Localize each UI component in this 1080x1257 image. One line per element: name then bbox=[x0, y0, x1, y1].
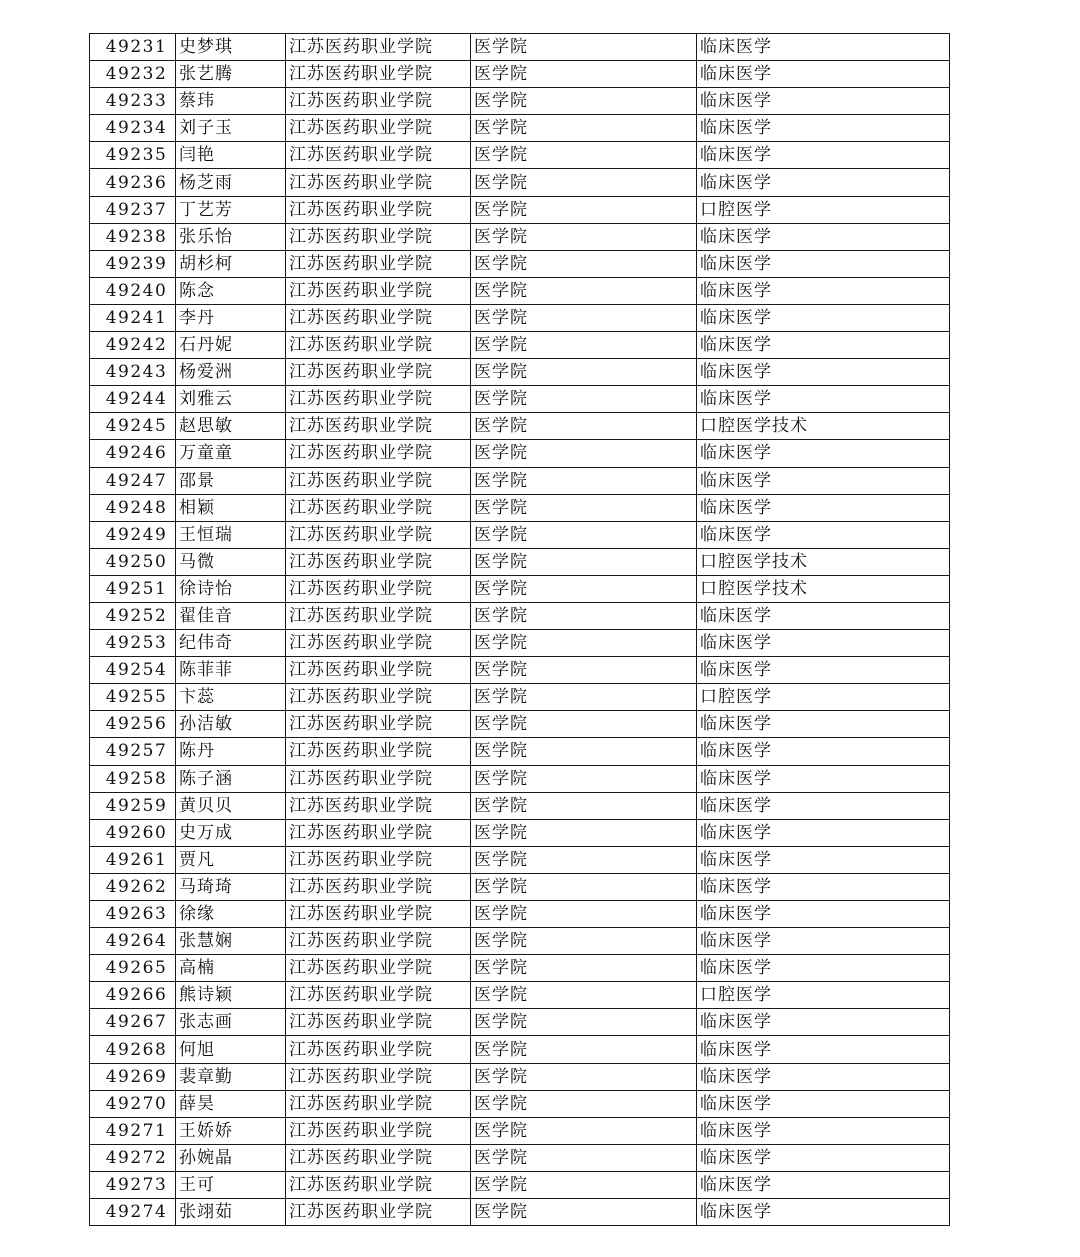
major-cell: 临床医学 bbox=[697, 88, 950, 115]
name-cell: 纪伟奇 bbox=[176, 630, 286, 657]
school-cell: 江苏医药职业学院 bbox=[286, 467, 471, 494]
major-cell: 临床医学 bbox=[697, 873, 950, 900]
table-row bbox=[90, 928, 950, 955]
id-cell: 49272 bbox=[90, 1144, 176, 1171]
id-cell: 49234 bbox=[90, 115, 176, 142]
name-cell: 张慧娴 bbox=[176, 928, 286, 955]
school-cell: 江苏医药职业学院 bbox=[286, 955, 471, 982]
id-cell: 49262 bbox=[90, 873, 176, 900]
major-cell: 临床医学 bbox=[697, 846, 950, 873]
school-cell: 江苏医药职业学院 bbox=[286, 873, 471, 900]
major-cell: 临床医学 bbox=[697, 765, 950, 792]
major-cell: 临床医学 bbox=[697, 332, 950, 359]
major-cell: 口腔医学技术 bbox=[697, 413, 950, 440]
name-cell: 熊诗颖 bbox=[176, 982, 286, 1009]
department-cell: 医学院 bbox=[471, 61, 697, 88]
name-cell: 高楠 bbox=[176, 955, 286, 982]
major-cell: 口腔医学技术 bbox=[697, 548, 950, 575]
roster-table-body bbox=[90, 34, 950, 1226]
school-cell: 江苏医药职业学院 bbox=[286, 846, 471, 873]
department-cell: 医学院 bbox=[471, 630, 697, 657]
school-cell: 江苏医药职业学院 bbox=[286, 169, 471, 196]
table-row bbox=[90, 277, 950, 304]
major-cell: 口腔医学 bbox=[697, 684, 950, 711]
school-cell: 江苏医药职业学院 bbox=[286, 792, 471, 819]
table-row bbox=[90, 1036, 950, 1063]
table-row bbox=[90, 359, 950, 386]
id-cell: 49261 bbox=[90, 846, 176, 873]
table-row bbox=[90, 386, 950, 413]
department-cell: 医学院 bbox=[471, 738, 697, 765]
department-cell: 医学院 bbox=[471, 657, 697, 684]
major-cell: 临床医学 bbox=[697, 1171, 950, 1198]
major-cell: 临床医学 bbox=[697, 61, 950, 88]
table-row bbox=[90, 792, 950, 819]
school-cell: 江苏医药职业学院 bbox=[286, 494, 471, 521]
major-cell: 临床医学 bbox=[697, 792, 950, 819]
name-cell: 邵景 bbox=[176, 467, 286, 494]
id-cell: 49233 bbox=[90, 88, 176, 115]
id-cell: 49242 bbox=[90, 332, 176, 359]
school-cell: 江苏医药职业学院 bbox=[286, 250, 471, 277]
major-cell: 临床医学 bbox=[697, 223, 950, 250]
name-cell: 王娇娇 bbox=[176, 1117, 286, 1144]
table-row bbox=[90, 901, 950, 928]
name-cell: 陈丹 bbox=[176, 738, 286, 765]
major-cell: 临床医学 bbox=[697, 386, 950, 413]
school-cell: 江苏医药职业学院 bbox=[286, 738, 471, 765]
table-row bbox=[90, 494, 950, 521]
name-cell: 王恒瑞 bbox=[176, 521, 286, 548]
id-cell: 49267 bbox=[90, 1009, 176, 1036]
major-cell: 临床医学 bbox=[697, 1036, 950, 1063]
table-row bbox=[90, 873, 950, 900]
id-cell: 49253 bbox=[90, 630, 176, 657]
department-cell: 医学院 bbox=[471, 1009, 697, 1036]
id-cell: 49257 bbox=[90, 738, 176, 765]
id-cell: 49254 bbox=[90, 657, 176, 684]
table-row bbox=[90, 332, 950, 359]
table-row bbox=[90, 1063, 950, 1090]
name-cell: 杨芝雨 bbox=[176, 169, 286, 196]
major-cell: 临床医学 bbox=[697, 467, 950, 494]
table-row bbox=[90, 1199, 950, 1226]
major-cell: 临床医学 bbox=[697, 602, 950, 629]
major-cell: 临床医学 bbox=[697, 34, 950, 61]
school-cell: 江苏医药职业学院 bbox=[286, 413, 471, 440]
name-cell: 相颖 bbox=[176, 494, 286, 521]
major-cell: 临床医学 bbox=[697, 169, 950, 196]
department-cell: 医学院 bbox=[471, 819, 697, 846]
name-cell: 史梦琪 bbox=[176, 34, 286, 61]
table-row bbox=[90, 34, 950, 61]
table-row bbox=[90, 413, 950, 440]
major-cell: 临床医学 bbox=[697, 1063, 950, 1090]
id-cell: 49231 bbox=[90, 34, 176, 61]
id-cell: 49239 bbox=[90, 250, 176, 277]
school-cell: 江苏医药职业学院 bbox=[286, 928, 471, 955]
name-cell: 赵思敏 bbox=[176, 413, 286, 440]
school-cell: 江苏医药职业学院 bbox=[286, 548, 471, 575]
school-cell: 江苏医药职业学院 bbox=[286, 630, 471, 657]
school-cell: 江苏医药职业学院 bbox=[286, 196, 471, 223]
major-cell: 临床医学 bbox=[697, 1090, 950, 1117]
school-cell: 江苏医药职业学院 bbox=[286, 819, 471, 846]
department-cell: 医学院 bbox=[471, 1144, 697, 1171]
id-cell: 49260 bbox=[90, 819, 176, 846]
school-cell: 江苏医药职业学院 bbox=[286, 1063, 471, 1090]
department-cell: 医学院 bbox=[471, 467, 697, 494]
table-row bbox=[90, 250, 950, 277]
department-cell: 医学院 bbox=[471, 846, 697, 873]
table-row bbox=[90, 142, 950, 169]
major-cell: 临床医学 bbox=[697, 738, 950, 765]
id-cell: 49235 bbox=[90, 142, 176, 169]
table-row bbox=[90, 955, 950, 982]
major-cell: 临床医学 bbox=[697, 1144, 950, 1171]
id-cell: 49251 bbox=[90, 575, 176, 602]
school-cell: 江苏医药职业学院 bbox=[286, 34, 471, 61]
name-cell: 孙婉晶 bbox=[176, 1144, 286, 1171]
id-cell: 49258 bbox=[90, 765, 176, 792]
major-cell: 临床医学 bbox=[697, 250, 950, 277]
table-row bbox=[90, 61, 950, 88]
department-cell: 医学院 bbox=[471, 277, 697, 304]
department-cell: 医学院 bbox=[471, 1171, 697, 1198]
id-cell: 49255 bbox=[90, 684, 176, 711]
name-cell: 裴章勤 bbox=[176, 1063, 286, 1090]
name-cell: 丁艺芳 bbox=[176, 196, 286, 223]
department-cell: 医学院 bbox=[471, 792, 697, 819]
name-cell: 闫艳 bbox=[176, 142, 286, 169]
major-cell: 临床医学 bbox=[697, 657, 950, 684]
id-cell: 49265 bbox=[90, 955, 176, 982]
table-row bbox=[90, 196, 950, 223]
name-cell: 陈子涵 bbox=[176, 765, 286, 792]
id-cell: 49241 bbox=[90, 304, 176, 331]
table-row bbox=[90, 575, 950, 602]
table-row bbox=[90, 1117, 950, 1144]
name-cell: 黄贝贝 bbox=[176, 792, 286, 819]
name-cell: 张乐怡 bbox=[176, 223, 286, 250]
roster-sheet bbox=[89, 33, 949, 1226]
department-cell: 医学院 bbox=[471, 711, 697, 738]
school-cell: 江苏医药职业学院 bbox=[286, 901, 471, 928]
table-row bbox=[90, 304, 950, 331]
id-cell: 49263 bbox=[90, 901, 176, 928]
name-cell: 万童童 bbox=[176, 440, 286, 467]
id-cell: 49246 bbox=[90, 440, 176, 467]
department-cell: 医学院 bbox=[471, 34, 697, 61]
major-cell: 临床医学 bbox=[697, 359, 950, 386]
id-cell: 49252 bbox=[90, 602, 176, 629]
major-cell: 临床医学 bbox=[697, 819, 950, 846]
id-cell: 49248 bbox=[90, 494, 176, 521]
department-cell: 医学院 bbox=[471, 115, 697, 142]
major-cell: 临床医学 bbox=[697, 711, 950, 738]
name-cell: 贾凡 bbox=[176, 846, 286, 873]
id-cell: 49245 bbox=[90, 413, 176, 440]
school-cell: 江苏医药职业学院 bbox=[286, 332, 471, 359]
name-cell: 马琦琦 bbox=[176, 873, 286, 900]
id-cell: 49232 bbox=[90, 61, 176, 88]
department-cell: 医学院 bbox=[471, 575, 697, 602]
major-cell: 临床医学 bbox=[697, 955, 950, 982]
department-cell: 医学院 bbox=[471, 548, 697, 575]
major-cell: 临床医学 bbox=[697, 142, 950, 169]
major-cell: 临床医学 bbox=[697, 521, 950, 548]
table-row bbox=[90, 169, 950, 196]
department-cell: 医学院 bbox=[471, 1036, 697, 1063]
id-cell: 49271 bbox=[90, 1117, 176, 1144]
table-row bbox=[90, 548, 950, 575]
id-cell: 49274 bbox=[90, 1199, 176, 1226]
school-cell: 江苏医药职业学院 bbox=[286, 711, 471, 738]
table-row bbox=[90, 684, 950, 711]
school-cell: 江苏医药职业学院 bbox=[286, 223, 471, 250]
table-row bbox=[90, 115, 950, 142]
school-cell: 江苏医药职业学院 bbox=[286, 1117, 471, 1144]
school-cell: 江苏医药职业学院 bbox=[286, 1036, 471, 1063]
major-cell: 临床医学 bbox=[697, 304, 950, 331]
department-cell: 医学院 bbox=[471, 1117, 697, 1144]
department-cell: 医学院 bbox=[471, 142, 697, 169]
school-cell: 江苏医药职业学院 bbox=[286, 440, 471, 467]
table-row bbox=[90, 846, 950, 873]
id-cell: 49249 bbox=[90, 521, 176, 548]
id-cell: 49256 bbox=[90, 711, 176, 738]
id-cell: 49269 bbox=[90, 1063, 176, 1090]
id-cell: 49266 bbox=[90, 982, 176, 1009]
school-cell: 江苏医药职业学院 bbox=[286, 575, 471, 602]
name-cell: 胡杉柯 bbox=[176, 250, 286, 277]
school-cell: 江苏医药职业学院 bbox=[286, 982, 471, 1009]
name-cell: 张艺腾 bbox=[176, 61, 286, 88]
school-cell: 江苏医药职业学院 bbox=[286, 521, 471, 548]
department-cell: 医学院 bbox=[471, 1199, 697, 1226]
name-cell: 杨爱洲 bbox=[176, 359, 286, 386]
major-cell: 临床医学 bbox=[697, 277, 950, 304]
department-cell: 医学院 bbox=[471, 765, 697, 792]
school-cell: 江苏医药职业学院 bbox=[286, 304, 471, 331]
department-cell: 医学院 bbox=[471, 873, 697, 900]
school-cell: 江苏医药职业学院 bbox=[286, 277, 471, 304]
name-cell: 马微 bbox=[176, 548, 286, 575]
major-cell: 临床医学 bbox=[697, 630, 950, 657]
id-cell: 49238 bbox=[90, 223, 176, 250]
name-cell: 薛昊 bbox=[176, 1090, 286, 1117]
department-cell: 医学院 bbox=[471, 494, 697, 521]
table-row bbox=[90, 1009, 950, 1036]
id-cell: 49236 bbox=[90, 169, 176, 196]
id-cell: 49243 bbox=[90, 359, 176, 386]
school-cell: 江苏医药职业学院 bbox=[286, 115, 471, 142]
id-cell: 49250 bbox=[90, 548, 176, 575]
department-cell: 医学院 bbox=[471, 332, 697, 359]
department-cell: 医学院 bbox=[471, 169, 697, 196]
school-cell: 江苏医药职业学院 bbox=[286, 1199, 471, 1226]
id-cell: 49268 bbox=[90, 1036, 176, 1063]
table-row bbox=[90, 630, 950, 657]
school-cell: 江苏医药职业学院 bbox=[286, 386, 471, 413]
department-cell: 医学院 bbox=[471, 684, 697, 711]
major-cell: 临床医学 bbox=[697, 1009, 950, 1036]
department-cell: 医学院 bbox=[471, 982, 697, 1009]
id-cell: 49247 bbox=[90, 467, 176, 494]
department-cell: 医学院 bbox=[471, 413, 697, 440]
table-row bbox=[90, 1144, 950, 1171]
department-cell: 医学院 bbox=[471, 955, 697, 982]
school-cell: 江苏医药职业学院 bbox=[286, 1009, 471, 1036]
table-row bbox=[90, 521, 950, 548]
major-cell: 口腔医学 bbox=[697, 982, 950, 1009]
major-cell: 临床医学 bbox=[697, 901, 950, 928]
table-row bbox=[90, 765, 950, 792]
name-cell: 刘雅云 bbox=[176, 386, 286, 413]
name-cell: 张翊茹 bbox=[176, 1199, 286, 1226]
name-cell: 何旭 bbox=[176, 1036, 286, 1063]
school-cell: 江苏医药职业学院 bbox=[286, 359, 471, 386]
name-cell: 孙洁敏 bbox=[176, 711, 286, 738]
department-cell: 医学院 bbox=[471, 359, 697, 386]
id-cell: 49244 bbox=[90, 386, 176, 413]
school-cell: 江苏医药职业学院 bbox=[286, 684, 471, 711]
table-row bbox=[90, 738, 950, 765]
table-row bbox=[90, 657, 950, 684]
name-cell: 刘子玉 bbox=[176, 115, 286, 142]
name-cell: 徐诗怡 bbox=[176, 575, 286, 602]
school-cell: 江苏医药职业学院 bbox=[286, 602, 471, 629]
department-cell: 医学院 bbox=[471, 521, 697, 548]
school-cell: 江苏医药职业学院 bbox=[286, 1090, 471, 1117]
name-cell: 陈菲菲 bbox=[176, 657, 286, 684]
department-cell: 医学院 bbox=[471, 223, 697, 250]
name-cell: 王可 bbox=[176, 1171, 286, 1198]
name-cell: 卞蕊 bbox=[176, 684, 286, 711]
department-cell: 医学院 bbox=[471, 1090, 697, 1117]
major-cell: 临床医学 bbox=[697, 1117, 950, 1144]
department-cell: 医学院 bbox=[471, 1063, 697, 1090]
department-cell: 医学院 bbox=[471, 440, 697, 467]
table-row bbox=[90, 819, 950, 846]
school-cell: 江苏医药职业学院 bbox=[286, 1171, 471, 1198]
table-row bbox=[90, 440, 950, 467]
name-cell: 陈念 bbox=[176, 277, 286, 304]
name-cell: 蔡玮 bbox=[176, 88, 286, 115]
school-cell: 江苏医药职业学院 bbox=[286, 88, 471, 115]
table-row bbox=[90, 223, 950, 250]
school-cell: 江苏医药职业学院 bbox=[286, 765, 471, 792]
table-row bbox=[90, 88, 950, 115]
id-cell: 49264 bbox=[90, 928, 176, 955]
name-cell: 石丹妮 bbox=[176, 332, 286, 359]
roster-table bbox=[89, 33, 950, 1226]
name-cell: 史万成 bbox=[176, 819, 286, 846]
table-row bbox=[90, 467, 950, 494]
department-cell: 医学院 bbox=[471, 901, 697, 928]
major-cell: 临床医学 bbox=[697, 1199, 950, 1226]
department-cell: 医学院 bbox=[471, 196, 697, 223]
department-cell: 医学院 bbox=[471, 250, 697, 277]
table-row bbox=[90, 711, 950, 738]
name-cell: 李丹 bbox=[176, 304, 286, 331]
school-cell: 江苏医药职业学院 bbox=[286, 142, 471, 169]
id-cell: 49273 bbox=[90, 1171, 176, 1198]
department-cell: 医学院 bbox=[471, 386, 697, 413]
table-row bbox=[90, 982, 950, 1009]
school-cell: 江苏医药职业学院 bbox=[286, 61, 471, 88]
id-cell: 49259 bbox=[90, 792, 176, 819]
name-cell: 徐缘 bbox=[176, 901, 286, 928]
id-cell: 49237 bbox=[90, 196, 176, 223]
major-cell: 临床医学 bbox=[697, 494, 950, 521]
table-row bbox=[90, 602, 950, 629]
id-cell: 49270 bbox=[90, 1090, 176, 1117]
major-cell: 口腔医学技术 bbox=[697, 575, 950, 602]
department-cell: 医学院 bbox=[471, 602, 697, 629]
name-cell: 张志画 bbox=[176, 1009, 286, 1036]
major-cell: 临床医学 bbox=[697, 928, 950, 955]
school-cell: 江苏医药职业学院 bbox=[286, 657, 471, 684]
department-cell: 医学院 bbox=[471, 304, 697, 331]
major-cell: 临床医学 bbox=[697, 440, 950, 467]
department-cell: 医学院 bbox=[471, 88, 697, 115]
name-cell: 翟佳音 bbox=[176, 602, 286, 629]
table-row bbox=[90, 1171, 950, 1198]
major-cell: 临床医学 bbox=[697, 115, 950, 142]
major-cell: 口腔医学 bbox=[697, 196, 950, 223]
school-cell: 江苏医药职业学院 bbox=[286, 1144, 471, 1171]
table-row bbox=[90, 1090, 950, 1117]
department-cell: 医学院 bbox=[471, 928, 697, 955]
id-cell: 49240 bbox=[90, 277, 176, 304]
